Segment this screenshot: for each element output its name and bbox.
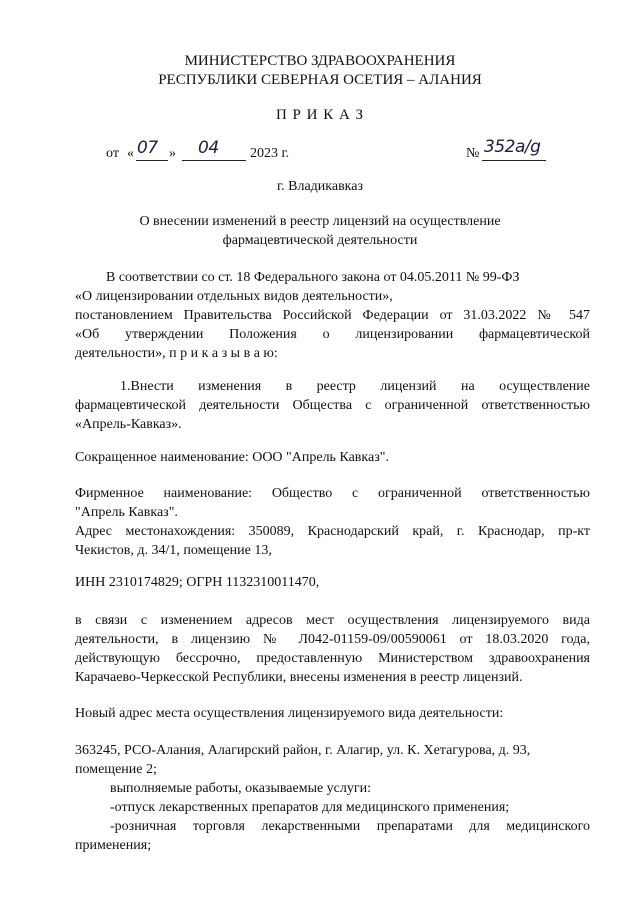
item1-line1: 1.Внести изменения в реестр лицензий на осуществление xyxy=(120,379,590,394)
date-day-underline xyxy=(136,160,168,161)
item1-line3: «Апрель-Кавказ». xyxy=(75,417,182,432)
work-item-2-line1: -розничная торговля лекарственными препаратами для медицинского xyxy=(110,819,590,834)
full-name-line1: Фирменное наименование: Общество с ограниченной ответственностью xyxy=(75,486,590,501)
preamble-line1: В соответствии со ст. 18 Федерального закона от 04.05.2011 № 99-ФЗ xyxy=(106,270,520,285)
full-name-line2: "Апрель Кавказ". xyxy=(75,505,178,520)
new-address-line1: 363245, РСО-Алания, Алагирский район, г. Алагир, ул. К. Хетагурова, д. 93, xyxy=(75,743,531,758)
date-month-underline xyxy=(182,160,246,161)
short-name: Сокращенное наименование: ООО "Апрель Кавказ". xyxy=(75,450,389,465)
date-open-quote: « xyxy=(127,146,134,161)
preamble-line2: «О лицензировании отдельных видов деятельности», xyxy=(75,289,393,304)
number-sign: № xyxy=(466,146,480,161)
date-month: 04 xyxy=(198,138,219,158)
subject-line1: О внесении изменений в реестр лицензий на осуществление xyxy=(139,214,501,229)
document-type: П Р И К А З xyxy=(275,107,365,123)
address-line1: Адрес местонахождения: 350089, Краснодарский край, г. Краснодар, пр-кт xyxy=(75,524,590,539)
date-day: 07 xyxy=(137,138,158,158)
new-address-label: Новый адрес места осуществления лицензируемого вида деятельности: xyxy=(75,706,504,721)
date-prefix: от xyxy=(106,146,119,161)
preamble-line4: «Об утверждении Положения о лицензировании фармацевтической xyxy=(75,327,590,342)
date-year: 2023 г. xyxy=(250,146,290,161)
subject-line2: фармацевтической деятельности xyxy=(222,233,418,248)
city: г. Владикавказ xyxy=(276,179,364,194)
preamble-line5: деятельности», п р и к а з ы в а ю: xyxy=(75,346,278,361)
number-underline xyxy=(482,160,546,161)
work-item-2-line2: применения; xyxy=(75,838,152,853)
date-close-quote: » xyxy=(169,146,176,161)
ministry-name-line1: МИНИСТЕРСТВО ЗДРАВООХРАНЕНИЯ xyxy=(184,53,456,69)
reason-line4: Карачаево-Черкесской Республики, внесены изменения в реестр лицензий. xyxy=(75,670,523,685)
tax-ids: ИНН 2310174829; ОГРН 1132310011470, xyxy=(75,575,320,590)
preamble-line3: постановлением Правительства Российской Федерации от 31.03.2022 № 547 xyxy=(75,308,590,323)
new-address-line2: помещение 2; xyxy=(75,762,157,777)
address-line2: Чекистов, д. 34/1, помещение 13, xyxy=(75,543,272,558)
item1-line2: фармацевтической деятельности Общества с ограниченной ответственностью xyxy=(75,398,590,413)
work-item-1: -отпуск лекарственных препаратов для медицинского применения; xyxy=(110,800,510,815)
ministry-name-line2: РЕСПУБЛИКИ СЕВЕРНАЯ ОСЕТИЯ – АЛАНИЯ xyxy=(158,72,482,88)
number-value: 352a/g xyxy=(484,137,541,157)
reason-line2: деятельности, в лицензию № Л042-01159-09/00590061 от 18.03.2020 года, xyxy=(75,632,590,647)
reason-line1: в связи с изменением адресов мест осуществления лицензируемого вида xyxy=(75,613,590,628)
reason-line3: действующую бессрочно, предоставленную Министерством здравоохранения xyxy=(75,651,590,666)
works-label: выполняемые работы, оказываемые услуги: xyxy=(110,781,372,796)
